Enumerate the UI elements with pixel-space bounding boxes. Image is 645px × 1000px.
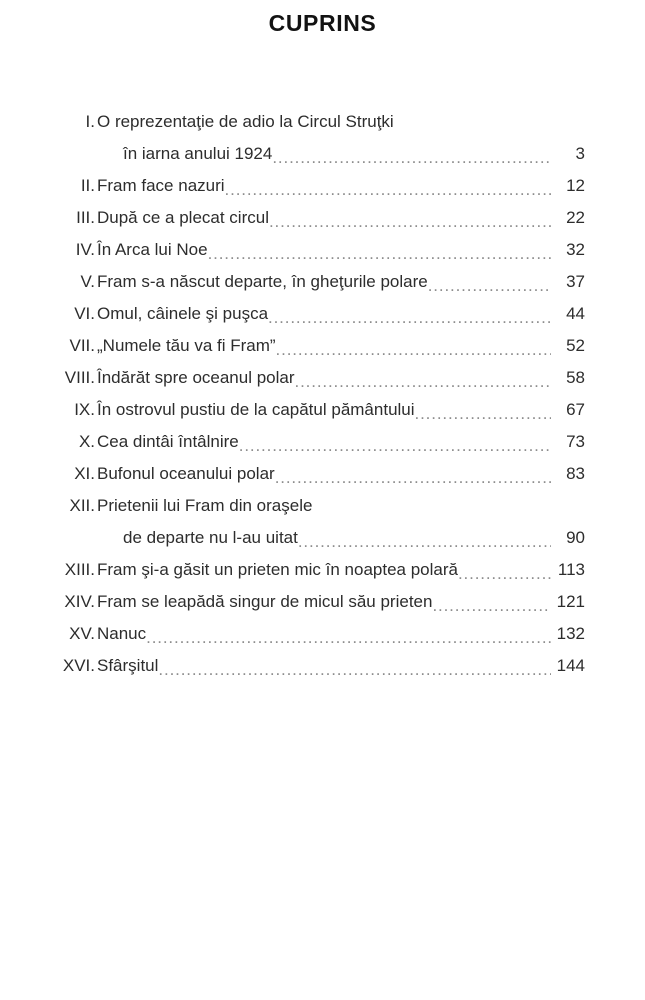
toc-entry-page-number: 32 — [566, 240, 585, 259]
toc-entry[interactable] — [0, 202, 645, 234]
toc-entry-line — [0, 202, 645, 234]
toc-entry-numeral: IV. — [75, 240, 95, 259]
toc-entry-line-continued — [0, 522, 645, 554]
toc-entry-line — [0, 394, 645, 426]
toc-dot-leader — [428, 277, 551, 294]
toc-dot-leader — [415, 405, 551, 422]
toc-entry-page-number: 52 — [566, 336, 585, 355]
toc-entry[interactable] — [0, 586, 645, 618]
toc-entry-numeral: X. — [78, 432, 95, 451]
toc-entry-page-number: 113 — [557, 560, 585, 579]
toc-entry-title: Fram face nazuri — [97, 176, 225, 195]
toc-entry-line — [0, 586, 645, 618]
toc-dot-leader — [146, 629, 551, 646]
toc-entry-list — [0, 106, 645, 682]
toc-entry-numeral: VII. — [69, 336, 95, 355]
toc-entry-title: de departe nu l-au uitat — [123, 528, 298, 547]
toc-dot-leader — [432, 597, 551, 614]
toc-entry-line — [0, 234, 645, 266]
toc-entry[interactable] — [0, 330, 645, 362]
toc-entry[interactable] — [0, 170, 645, 202]
toc-entry-numeral: I. — [85, 112, 95, 131]
toc-entry-page-number: 73 — [566, 432, 585, 451]
toc-entry-numeral: II. — [80, 176, 95, 195]
toc-dot-leader — [298, 533, 551, 550]
toc-entry-page-number: 37 — [566, 272, 585, 291]
toc-entry-page-number: 67 — [566, 400, 585, 419]
toc-dot-leader — [458, 565, 551, 582]
toc-entry-numeral: III. — [76, 208, 95, 227]
toc-entry[interactable] — [0, 394, 645, 426]
toc-entry-title: Sfârşitul — [97, 656, 159, 675]
toc-dot-leader — [268, 309, 551, 326]
toc-entry-title: Nanuc — [97, 624, 147, 643]
toc-entry-line — [0, 266, 645, 298]
toc-entry-numeral: VI. — [74, 304, 95, 323]
toc-entry-page-number: 3 — [575, 144, 585, 163]
toc-entry-numeral: XVI. — [62, 656, 95, 675]
toc-entry-line — [0, 554, 645, 586]
toc-entry-numeral: XI. — [74, 464, 95, 483]
toc-dot-leader — [239, 437, 551, 454]
toc-entry[interactable] — [0, 426, 645, 458]
toc-entry[interactable] — [0, 234, 645, 266]
toc-dot-leader — [158, 661, 551, 678]
toc-entry-line-continued — [0, 138, 645, 170]
toc-entry-page-number: 22 — [566, 208, 585, 227]
toc-entry-numeral: IX. — [74, 400, 95, 419]
toc-entry[interactable] — [0, 618, 645, 650]
toc-dot-leader — [295, 373, 551, 390]
toc-entry-page-number: 58 — [566, 368, 585, 387]
toc-dot-leader — [269, 213, 551, 230]
toc-entry-page-number: 83 — [566, 464, 585, 483]
toc-entry[interactable] — [0, 266, 645, 298]
toc-entry-numeral: XIII. — [64, 560, 95, 579]
toc-entry[interactable] — [0, 298, 645, 330]
toc-entry-page-number: 12 — [566, 176, 585, 195]
toc-dot-leader — [276, 341, 551, 358]
toc-entry-title: Bufonul oceanului polar — [97, 464, 275, 483]
toc-entry-numeral: VIII. — [64, 368, 95, 387]
toc-entry-title: Fram se leapădă singur de micul său prieten — [97, 592, 433, 611]
toc-dot-leader — [225, 181, 551, 198]
toc-dot-leader — [275, 469, 551, 486]
toc-entry-page-number: 132 — [556, 624, 585, 643]
page-title: CUPRINS — [268, 10, 377, 36]
toc-entry-line — [0, 330, 645, 362]
toc-entry[interactable] — [0, 458, 645, 490]
toc-entry[interactable] — [0, 106, 645, 170]
toc-entry-line — [0, 298, 645, 330]
toc-entry-page-number: 144 — [556, 656, 585, 675]
toc-entry-title: În ostrovul pustiu de la capătul pământului — [97, 400, 415, 419]
toc-entry-title: în iarna anului 1924 — [123, 144, 273, 163]
toc-entry[interactable] — [0, 554, 645, 586]
toc-entry[interactable] — [0, 490, 645, 554]
toc-entry-page-number: 44 — [566, 304, 585, 323]
toc-entry-line — [0, 426, 645, 458]
toc-entry-numeral: XIV. — [64, 592, 95, 611]
toc-entry-line — [0, 362, 645, 394]
toc-entry-title: Prietenii lui Fram din oraşele — [97, 496, 313, 515]
toc-entry-title: În Arca lui Noe — [97, 240, 208, 259]
toc-entry-title: O reprezentaţie de adio la Circul Struţki — [97, 112, 394, 131]
toc-entry-numeral: XII. — [69, 496, 95, 515]
toc-entry-title: Omul, câinele şi puşca — [97, 304, 269, 323]
toc-entry-title: Îndărăt spre oceanul polar — [97, 368, 295, 387]
toc-entry-page-number: 90 — [566, 528, 585, 547]
toc-entry-line — [0, 650, 645, 682]
toc-entry-line — [0, 490, 645, 522]
toc-entry-page-number: 121 — [556, 592, 585, 611]
toc-entry-title: Fram şi-a găsit un prieten mic în noaptea polară — [97, 560, 458, 579]
toc-entry-title: După ce a plecat circul — [97, 208, 269, 227]
toc-entry-line — [0, 170, 645, 202]
toc-entry-numeral: V. — [80, 272, 95, 291]
toc-entry-line — [0, 618, 645, 650]
toc-entry-title: Fram s-a născut departe, în gheţurile polare — [97, 272, 428, 291]
toc-dot-leader — [208, 245, 551, 262]
toc-entry[interactable] — [0, 362, 645, 394]
toc-entry-line — [0, 458, 645, 490]
toc-entry-numeral: XV. — [69, 624, 95, 643]
toc-dot-leader — [272, 149, 551, 166]
toc-entry-title: „Numele tău va fi Fram” — [97, 336, 276, 355]
toc-entry-line — [0, 106, 645, 138]
toc-entry-title: Cea dintâi întâlnire — [97, 432, 239, 451]
toc-entry[interactable] — [0, 650, 645, 682]
